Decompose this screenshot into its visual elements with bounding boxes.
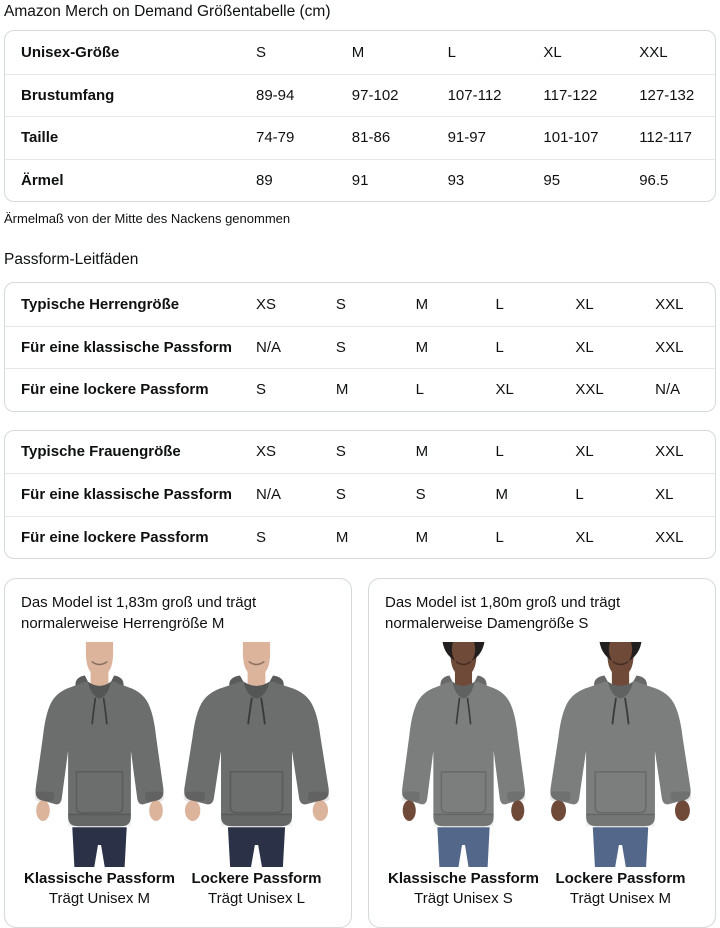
table-cell: N/A xyxy=(655,381,681,399)
table-cell: XL xyxy=(575,295,594,313)
table-cell: 81-86 xyxy=(351,129,391,147)
fit-caption: Klassische Passform xyxy=(388,870,539,888)
model-cards xyxy=(4,578,716,928)
table-cell: L xyxy=(495,295,504,313)
table-cell: 91-97 xyxy=(447,129,486,147)
table-header-row xyxy=(5,31,715,74)
table-cell: 89 xyxy=(256,171,273,189)
table-cell: XL xyxy=(543,43,562,61)
model-figure-loose xyxy=(178,642,335,909)
table-cell: S xyxy=(335,443,346,461)
table-cell: M xyxy=(415,443,429,461)
table-cell: XL xyxy=(575,338,594,356)
table-cell: XL xyxy=(495,381,514,399)
table-cell: M xyxy=(415,295,429,313)
table-cell: 91 xyxy=(351,171,369,189)
table-cell: M xyxy=(415,338,429,356)
table-cell: 97-102 xyxy=(351,86,399,104)
table-cell: M xyxy=(335,381,349,399)
row-label: Für eine klassische Passform xyxy=(21,338,232,356)
table-row xyxy=(5,326,715,369)
table-cell: N/A xyxy=(256,486,282,504)
table-cell: 93 xyxy=(447,171,465,189)
table-cell: 112-117 xyxy=(639,129,693,147)
table-cell: XXL xyxy=(655,295,684,313)
table-cell: L xyxy=(495,443,504,461)
fit-table-men xyxy=(4,282,716,412)
table-cell: M xyxy=(415,528,429,546)
table-cell: XL xyxy=(575,443,594,461)
table-cell: 96.5 xyxy=(639,171,669,189)
table-cell: L xyxy=(495,338,504,356)
model-figures xyxy=(21,642,335,909)
row-label: Für eine lockere Passform xyxy=(21,528,209,546)
table-row xyxy=(5,116,715,159)
wears-caption: Trägt Unisex M xyxy=(48,890,151,908)
table-cell: M xyxy=(351,43,365,61)
table-cell: M xyxy=(335,528,349,546)
row-label: Unisex-Größe xyxy=(21,43,120,61)
section-heading: Passform-Leitfäden xyxy=(4,251,139,268)
model-figures xyxy=(385,642,699,909)
row-label: Für eine klassische Passform xyxy=(21,486,232,504)
table-cell: S xyxy=(256,43,267,61)
table-row xyxy=(5,159,715,202)
model-figure-loose xyxy=(542,642,699,909)
table-cell: 107-112 xyxy=(447,86,502,104)
table-row xyxy=(5,516,715,559)
row-label: Für eine lockere Passform xyxy=(21,381,209,399)
wears-caption: Trägt Unisex M xyxy=(569,890,672,908)
table-cell: 117-122 xyxy=(543,86,598,104)
fit-caption: Lockere Passform xyxy=(555,870,686,888)
model-photo-men-loose xyxy=(178,642,335,867)
fit-table-women xyxy=(4,430,716,560)
row-label: Typische Herrengröße xyxy=(21,295,180,313)
model-card-heading: Das Model ist 1,80m groß und trägt normalerweise Damengröße S xyxy=(385,594,621,632)
row-label: Ärmel xyxy=(21,171,64,189)
table-cell: 127-132 xyxy=(639,86,695,104)
model-card-men xyxy=(4,578,352,928)
table-cell: L xyxy=(575,486,584,504)
table-row xyxy=(5,283,715,326)
wears-caption: Trägt Unisex S xyxy=(414,890,513,908)
table-cell: S xyxy=(335,338,346,356)
table-cell: L xyxy=(415,381,424,399)
model-figure-classic xyxy=(385,642,542,909)
row-label: Typische Frauengröße xyxy=(21,443,181,461)
fit-caption: Lockere Passform xyxy=(191,870,322,888)
model-photo-men-classic xyxy=(21,642,178,867)
table-cell: S xyxy=(256,528,267,546)
table-cell: XL xyxy=(655,486,674,504)
table-cell: S xyxy=(335,295,346,313)
table-row xyxy=(5,431,715,474)
wears-caption: Trägt Unisex L xyxy=(208,890,305,908)
table-row xyxy=(5,74,715,117)
table-cell: XXL xyxy=(655,443,684,461)
model-figure-classic xyxy=(21,642,178,909)
model-card-heading: Das Model ist 1,83m groß und trägt normalerweise Herrengröße M xyxy=(21,594,257,632)
size-table xyxy=(4,30,716,202)
table-cell: XL xyxy=(575,528,594,546)
table-cell: L xyxy=(495,528,504,546)
table-cell: S xyxy=(415,486,426,504)
table-cell: XXL xyxy=(655,528,684,546)
row-label: Brustumfang xyxy=(21,86,115,104)
table-cell: 74-79 xyxy=(256,129,295,147)
table-cell: XXL xyxy=(655,338,684,356)
table-cell: XS xyxy=(256,443,277,461)
table-cell: 101-107 xyxy=(543,129,599,147)
table-cell: XXL xyxy=(639,43,668,61)
table-cell: M xyxy=(495,486,508,504)
table-cell: 89-94 xyxy=(256,86,295,104)
table-row xyxy=(5,473,715,516)
fit-caption: Klassische Passform xyxy=(24,870,175,888)
table-cell: S xyxy=(335,486,346,504)
model-photo-women-classic xyxy=(385,642,542,867)
table-cell: XS xyxy=(256,295,277,313)
sleeve-note: Ärmelmaß von der Mitte des Nackens genommen xyxy=(4,211,291,226)
table-cell: 95 xyxy=(543,171,561,189)
table-cell: N/A xyxy=(256,338,282,356)
page-title: Amazon Merch on Demand Größentabelle (cm) xyxy=(4,3,331,20)
row-label: Taille xyxy=(21,129,59,147)
table-cell: L xyxy=(447,43,456,61)
table-cell: S xyxy=(256,381,267,399)
table-cell: XXL xyxy=(575,381,604,399)
table-row xyxy=(5,368,715,411)
model-photo-women-loose xyxy=(542,642,699,867)
model-card-women xyxy=(368,578,716,928)
